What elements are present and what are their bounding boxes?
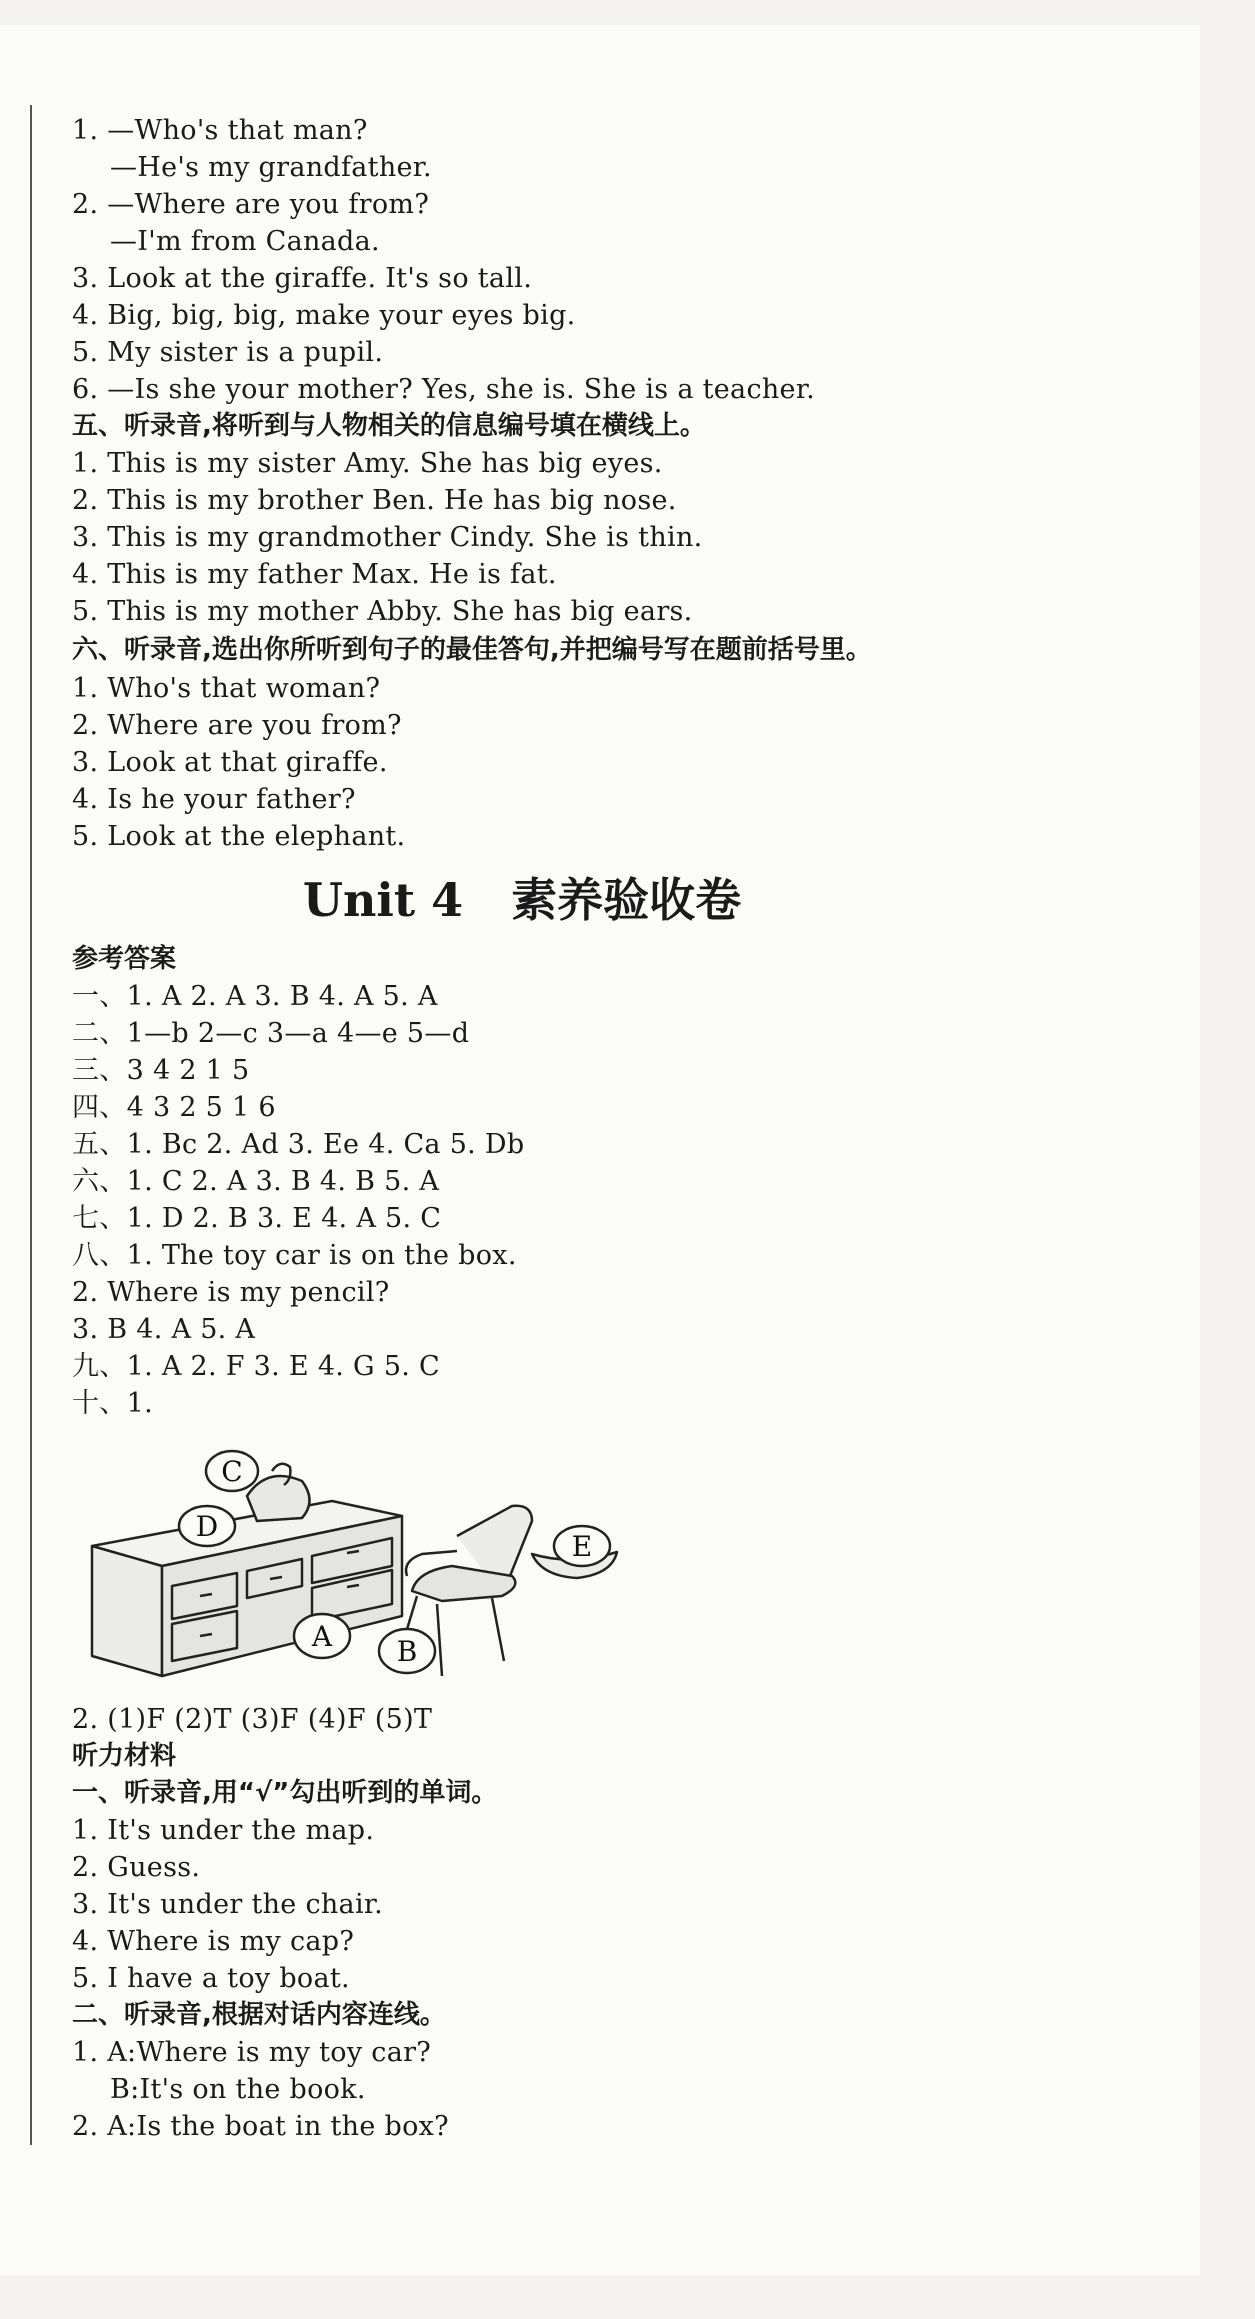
answer-line: 二、1—b 2—c 3—a 4—e 5—d [72,1018,470,1049]
text-line: 2. This is my brother Ben. He has big nose. [72,485,677,516]
text-line: 3. It's under the chair. [72,1889,384,1920]
figure-label: E [571,1530,593,1563]
text-line: 3. Look at that giraffe. [72,747,388,778]
answer-line: 一、1. A 2. A 3. B 4. A 5. A [72,981,438,1012]
figure-label: D [195,1510,219,1543]
listening-heading: 听力材料 [72,1741,177,1771]
figure-label: A [311,1620,333,1653]
answer-line: 三、3 4 2 1 5 [72,1055,250,1086]
text-line: 1. It's under the map. [72,1815,375,1846]
unit-title-en: Unit 4 [302,873,464,927]
unit-title [72,865,972,935]
text-line: 1. Who's that woman? [72,673,381,704]
section-heading: 六、听录音,选出你所听到句子的最佳答句,并把编号写在题前括号里。 [72,635,872,665]
text-line: B:It's on the book. [110,2074,366,2105]
figure-label: B [396,1635,418,1668]
text-line: 5. My sister is a pupil. [72,337,384,368]
answer-line: 2. (1)F (2)T (3)F (4)F (5)T [72,1704,433,1735]
desk-chair-illustration [72,1426,632,1691]
text-line: 5. I have a toy boat. [72,1963,350,1994]
text-line: 4. This is my father Max. He is fat. [72,559,557,590]
text-line: 2. Where are you from? [72,710,402,741]
answer-line: 四、4 3 2 5 1 6 [72,1092,276,1123]
text-line: 3. This is my grandmother Cindy. She is thin. [72,522,703,553]
answer-line: 七、1. D 2. B 3. E 4. A 5. C [72,1203,442,1234]
text-line: —He's my grandfather. [110,152,432,183]
text-line: 4. Big, big, big, make your eyes big. [72,300,576,331]
section-heading: 二、听录音,根据对话内容连线。 [72,2000,446,2030]
answer-line: 五、1. Bc 2. Ad 3. Ee 4. Ca 5. Db [72,1129,525,1160]
text-line: 5. This is my mother Abby. She has big ears. [72,596,693,627]
text-line: 1. —Who's that man? [72,115,368,146]
answer-line: 九、1. A 2. F 3. E 4. G 5. C [72,1351,441,1382]
section-heading: 一、听录音,用“√”勾出听到的单词。 [72,1778,498,1808]
text-line: 5. Look at the elephant. [72,821,406,852]
margin-rule [30,105,32,2145]
text-line: 2. A:Is the boat in the box? [72,2111,449,2142]
text-line: 3. Look at the giraffe. It's so tall. [72,263,533,294]
text-line: 1. This is my sister Amy. She has big eyes. [72,448,663,479]
figure-label: C [221,1455,243,1488]
text-line: 2. Guess. [72,1852,201,1883]
answer-line: 十、1. [72,1388,153,1419]
answer-line: 3. B 4. A 5. A [72,1314,256,1345]
section-heading: 五、听录音,将听到与人物相关的信息编号填在横线上。 [72,411,706,441]
text-line: 2. —Where are you from? [72,189,430,220]
answer-line: 八、1. The toy car is on the box. [72,1240,517,1271]
text-line: 1. A:Where is my toy car? [72,2037,432,2068]
text-line: 4. Where is my cap? [72,1926,355,1957]
answer-line: 六、1. C 2. A 3. B 4. B 5. A [72,1166,440,1197]
text-line: 4. Is he your father? [72,784,356,815]
text-line: 6. —Is she your mother? Yes, she is. She is a teacher. [72,374,815,405]
answer-line: 2. Where is my pencil? [72,1277,390,1308]
text-line: —I'm from Canada. [110,226,380,257]
unit-title-cn: 素养验收卷 [511,873,742,927]
document-body [72,112,1132,2145]
answers-heading: 参考答案 [72,944,177,974]
